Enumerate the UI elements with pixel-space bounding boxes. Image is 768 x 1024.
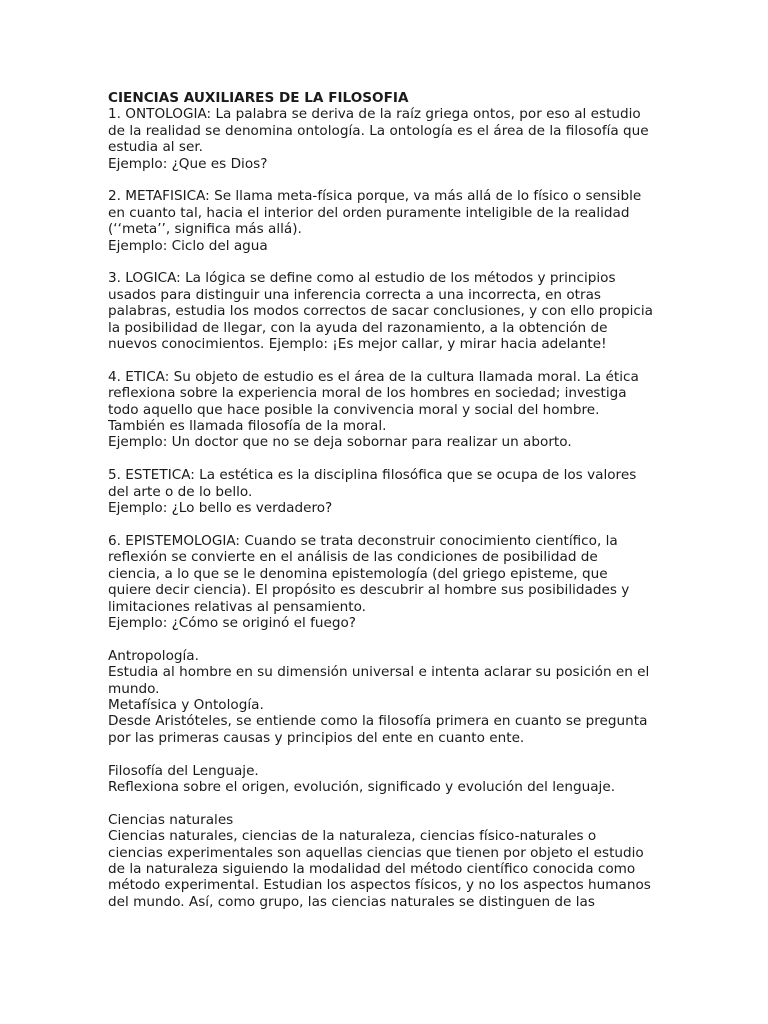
text-line: Ejemplo: ¿Cómo se originó el fuego? <box>108 614 356 631</box>
text-line: Ejemplo: Ciclo del agua <box>108 237 268 254</box>
text-line: reflexiona sobre la experiencia moral de los hombres en sociedad; investiga <box>108 385 627 402</box>
text-line: mundo. <box>108 680 160 697</box>
paragraph <box>108 369 668 451</box>
paragraph-gap <box>108 451 668 467</box>
text-line: todo aquello que hace posible la convivencia moral y social del hombre. <box>108 401 600 418</box>
text-line: También es llamada filosofía de la moral. <box>108 418 387 435</box>
paragraph <box>108 270 668 352</box>
text-line: Ciencias naturales <box>108 811 234 828</box>
document-body <box>108 90 668 910</box>
paragraph <box>108 648 668 746</box>
text-line: del arte o de lo bello. <box>108 483 253 500</box>
text-line: reflexión se convierte en el análisis de las condiciones de posibilidad de <box>108 549 598 566</box>
paragraph-gap <box>108 517 668 533</box>
text-line: 3. LOGICA: La lógica se define como al estudio de los métodos y principios <box>108 270 616 287</box>
paragraph-gap <box>108 254 668 270</box>
text-line: estudia al ser. <box>108 139 203 156</box>
text-line: de la realidad se denomina ontología. La ontología es el área de la filosofía que <box>108 122 649 139</box>
text-line: usados para distinguir una inferencia correcta a una incorrecta, en otras <box>108 286 602 303</box>
text-line: quiere decir ciencia). El propósito es descubrir al hombre sus posibilidades y <box>108 582 630 599</box>
text-line: de la naturaleza siguiendo la modalidad del método científico conocida como <box>108 860 636 877</box>
text-line: Antropología. <box>108 647 199 664</box>
text-line: ciencia, a lo que se le denomina epistemología (del griego episteme, que <box>108 565 608 582</box>
text-line: Ejemplo: Un doctor que no se deja sobornar para realizar un aborto. <box>108 434 572 451</box>
text-line: Reflexiona sobre el origen, evolución, significado y evolución del lenguaje. <box>108 778 616 795</box>
text-line: por las primeras causas y principios del ente en cuanto ente. <box>108 729 525 746</box>
text-line: palabras, estudia los modos correctos de sacar conclusiones, y con ello propicia <box>108 303 653 320</box>
document-blocks <box>108 106 668 910</box>
text-line: Ciencias naturales, ciencias de la naturaleza, ciencias físico-naturales o <box>108 828 597 845</box>
paragraph <box>108 106 668 172</box>
text-line: la posibilidad de llegar, con la ayuda del razonamiento, a la obtención de <box>108 319 608 336</box>
text-line: Estudia al hombre en su dimensión universal e intenta aclarar su posición en el <box>108 664 650 681</box>
paragraph <box>108 467 668 516</box>
text-line: Filosofía del Lenguaje. <box>108 762 259 779</box>
paragraph-gap <box>108 795 668 811</box>
paragraph-gap <box>108 352 668 368</box>
paragraph <box>108 812 668 910</box>
text-line: método experimental. Estudian los aspectos físicos, y no los aspectos humanos <box>108 877 651 894</box>
text-line: 1. ONTOLOGIA: La palabra se deriva de la raíz griega ontos, por eso al estudio <box>108 106 641 123</box>
text-line: 6. EPISTEMOLOGIA: Cuando se trata deconstruir conocimiento científico, la <box>108 532 618 549</box>
text-line: en cuanto tal, hacia el interior del orden puramente inteligible de la realidad <box>108 204 630 221</box>
paragraph <box>108 188 668 254</box>
text-line: limitaciones relativas al pensamiento. <box>108 598 367 615</box>
text-line: Metafísica y Ontología. <box>108 696 264 713</box>
paragraph <box>108 763 668 796</box>
paragraph-gap <box>108 631 668 647</box>
text-line: 2. METAFISICA: Se llama meta-física porque, va más allá de lo físico o sensible <box>108 188 642 205</box>
document-title: CIENCIAS AUXILIARES DE LA FILOSOFIA <box>108 90 409 106</box>
paragraph-gap <box>108 172 668 188</box>
paragraph <box>108 533 668 631</box>
text-line: Ejemplo: ¿Lo bello es verdadero? <box>108 500 333 517</box>
text-line: Desde Aristóteles, se entiende como la filosofía primera en cuanto se pregunta <box>108 713 648 730</box>
text-line: ciencias experimentales son aquellas ciencias que tienen por objeto el estudio <box>108 844 644 861</box>
text-line: (‘‘meta’’, significa más allá). <box>108 221 302 238</box>
paragraph-gap <box>108 746 668 762</box>
text-line: del mundo. Así, como grupo, las ciencias naturales se distinguen de las <box>108 893 595 910</box>
text-line: Ejemplo: ¿Que es Dios? <box>108 155 268 172</box>
text-line: 5. ESTETICA: La estética es la disciplina filosófica que se ocupa de los valores <box>108 467 637 484</box>
text-line: nuevos conocimientos. Ejemplo: ¡Es mejor callar, y mirar hacia adelante! <box>108 336 607 353</box>
text-line: 4. ETICA: Su objeto de estudio es el área de la cultura llamada moral. La ética <box>108 368 639 385</box>
